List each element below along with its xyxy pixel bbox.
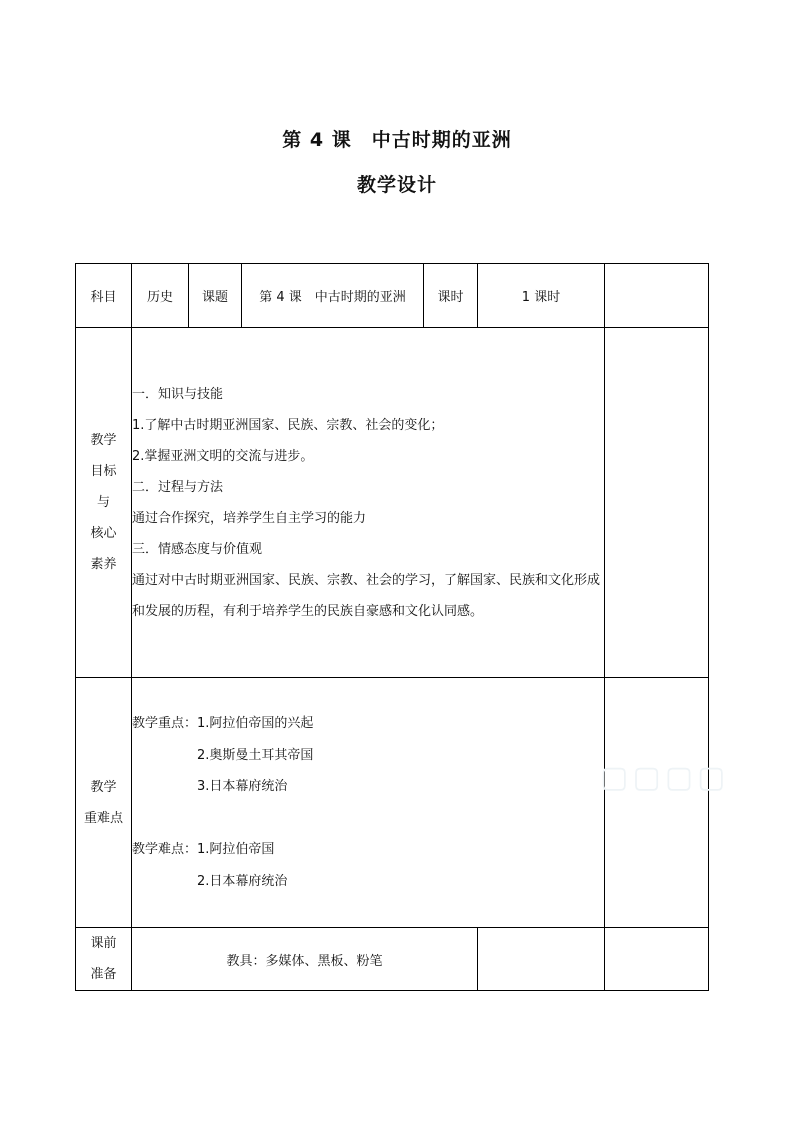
focus-line: 2.奥斯曼土耳其帝国 — [132, 747, 314, 763]
focus-line: 3.日本幕府统治 — [132, 779, 288, 794]
goals-line: 通过合作探究，培养学生自主学习的能力 — [132, 510, 367, 526]
goals-heading-knowledge: 一．知识与技能 — [132, 386, 224, 402]
prep-empty-cell-2 — [605, 928, 709, 991]
goals-content — [132, 328, 605, 678]
header-empty-cell — [605, 264, 709, 328]
difficulty-line: 教学难点：1.阿拉伯帝国 — [132, 842, 275, 857]
prep-empty-cell-1 — [478, 928, 605, 991]
lesson-plan-table — [75, 263, 709, 991]
goals-heading-process: 二．过程与方法 — [132, 479, 224, 495]
goals-heading-values: 三．情感态度与价值观 — [132, 541, 263, 557]
hours-label: 课时 — [424, 264, 478, 328]
faint-watermark: ▢▢▢▢ — [600, 760, 730, 795]
topic-label: 课题 — [189, 264, 242, 328]
difficulty-line: 2.日本幕府统治 — [132, 873, 288, 889]
document-subtitle: 教学设计 — [356, 174, 437, 196]
goals-label: 教学 目标 与 核心 素养 — [76, 328, 132, 678]
document-title: 第 4 课 中古时期的亚洲 — [282, 129, 512, 151]
goals-empty-cell — [605, 328, 709, 678]
key-points-empty-cell — [605, 678, 709, 928]
hours-value: 1 课时 — [478, 264, 605, 328]
key-points-content — [132, 678, 605, 928]
goals-line: 1.了解中古时期亚洲国家、民族、宗教、社会的变化； — [132, 417, 444, 433]
prep-label: 课前 准备 — [76, 928, 132, 991]
focus-line: 教学重点：1.阿拉伯帝国的兴起 — [132, 716, 314, 731]
subject-value: 历史 — [132, 264, 189, 328]
key-points-label: 教学 重难点 — [76, 678, 132, 928]
goals-line: 通过对中古时期亚洲国家、民族、宗教、社会的学习，了解国家、民族和文化形成和发展的历程，有利于培养学生的民族自豪感和文化认同感。 — [132, 572, 601, 619]
goals-line: 2.掌握亚洲文明的交流与进步。 — [132, 448, 314, 464]
subject-label: 科目 — [76, 264, 132, 328]
prep-value: 教具：多媒体、黑板、粉笔 — [132, 928, 478, 991]
topic-value: 第 4 课 中古时期的亚洲 — [242, 264, 424, 328]
